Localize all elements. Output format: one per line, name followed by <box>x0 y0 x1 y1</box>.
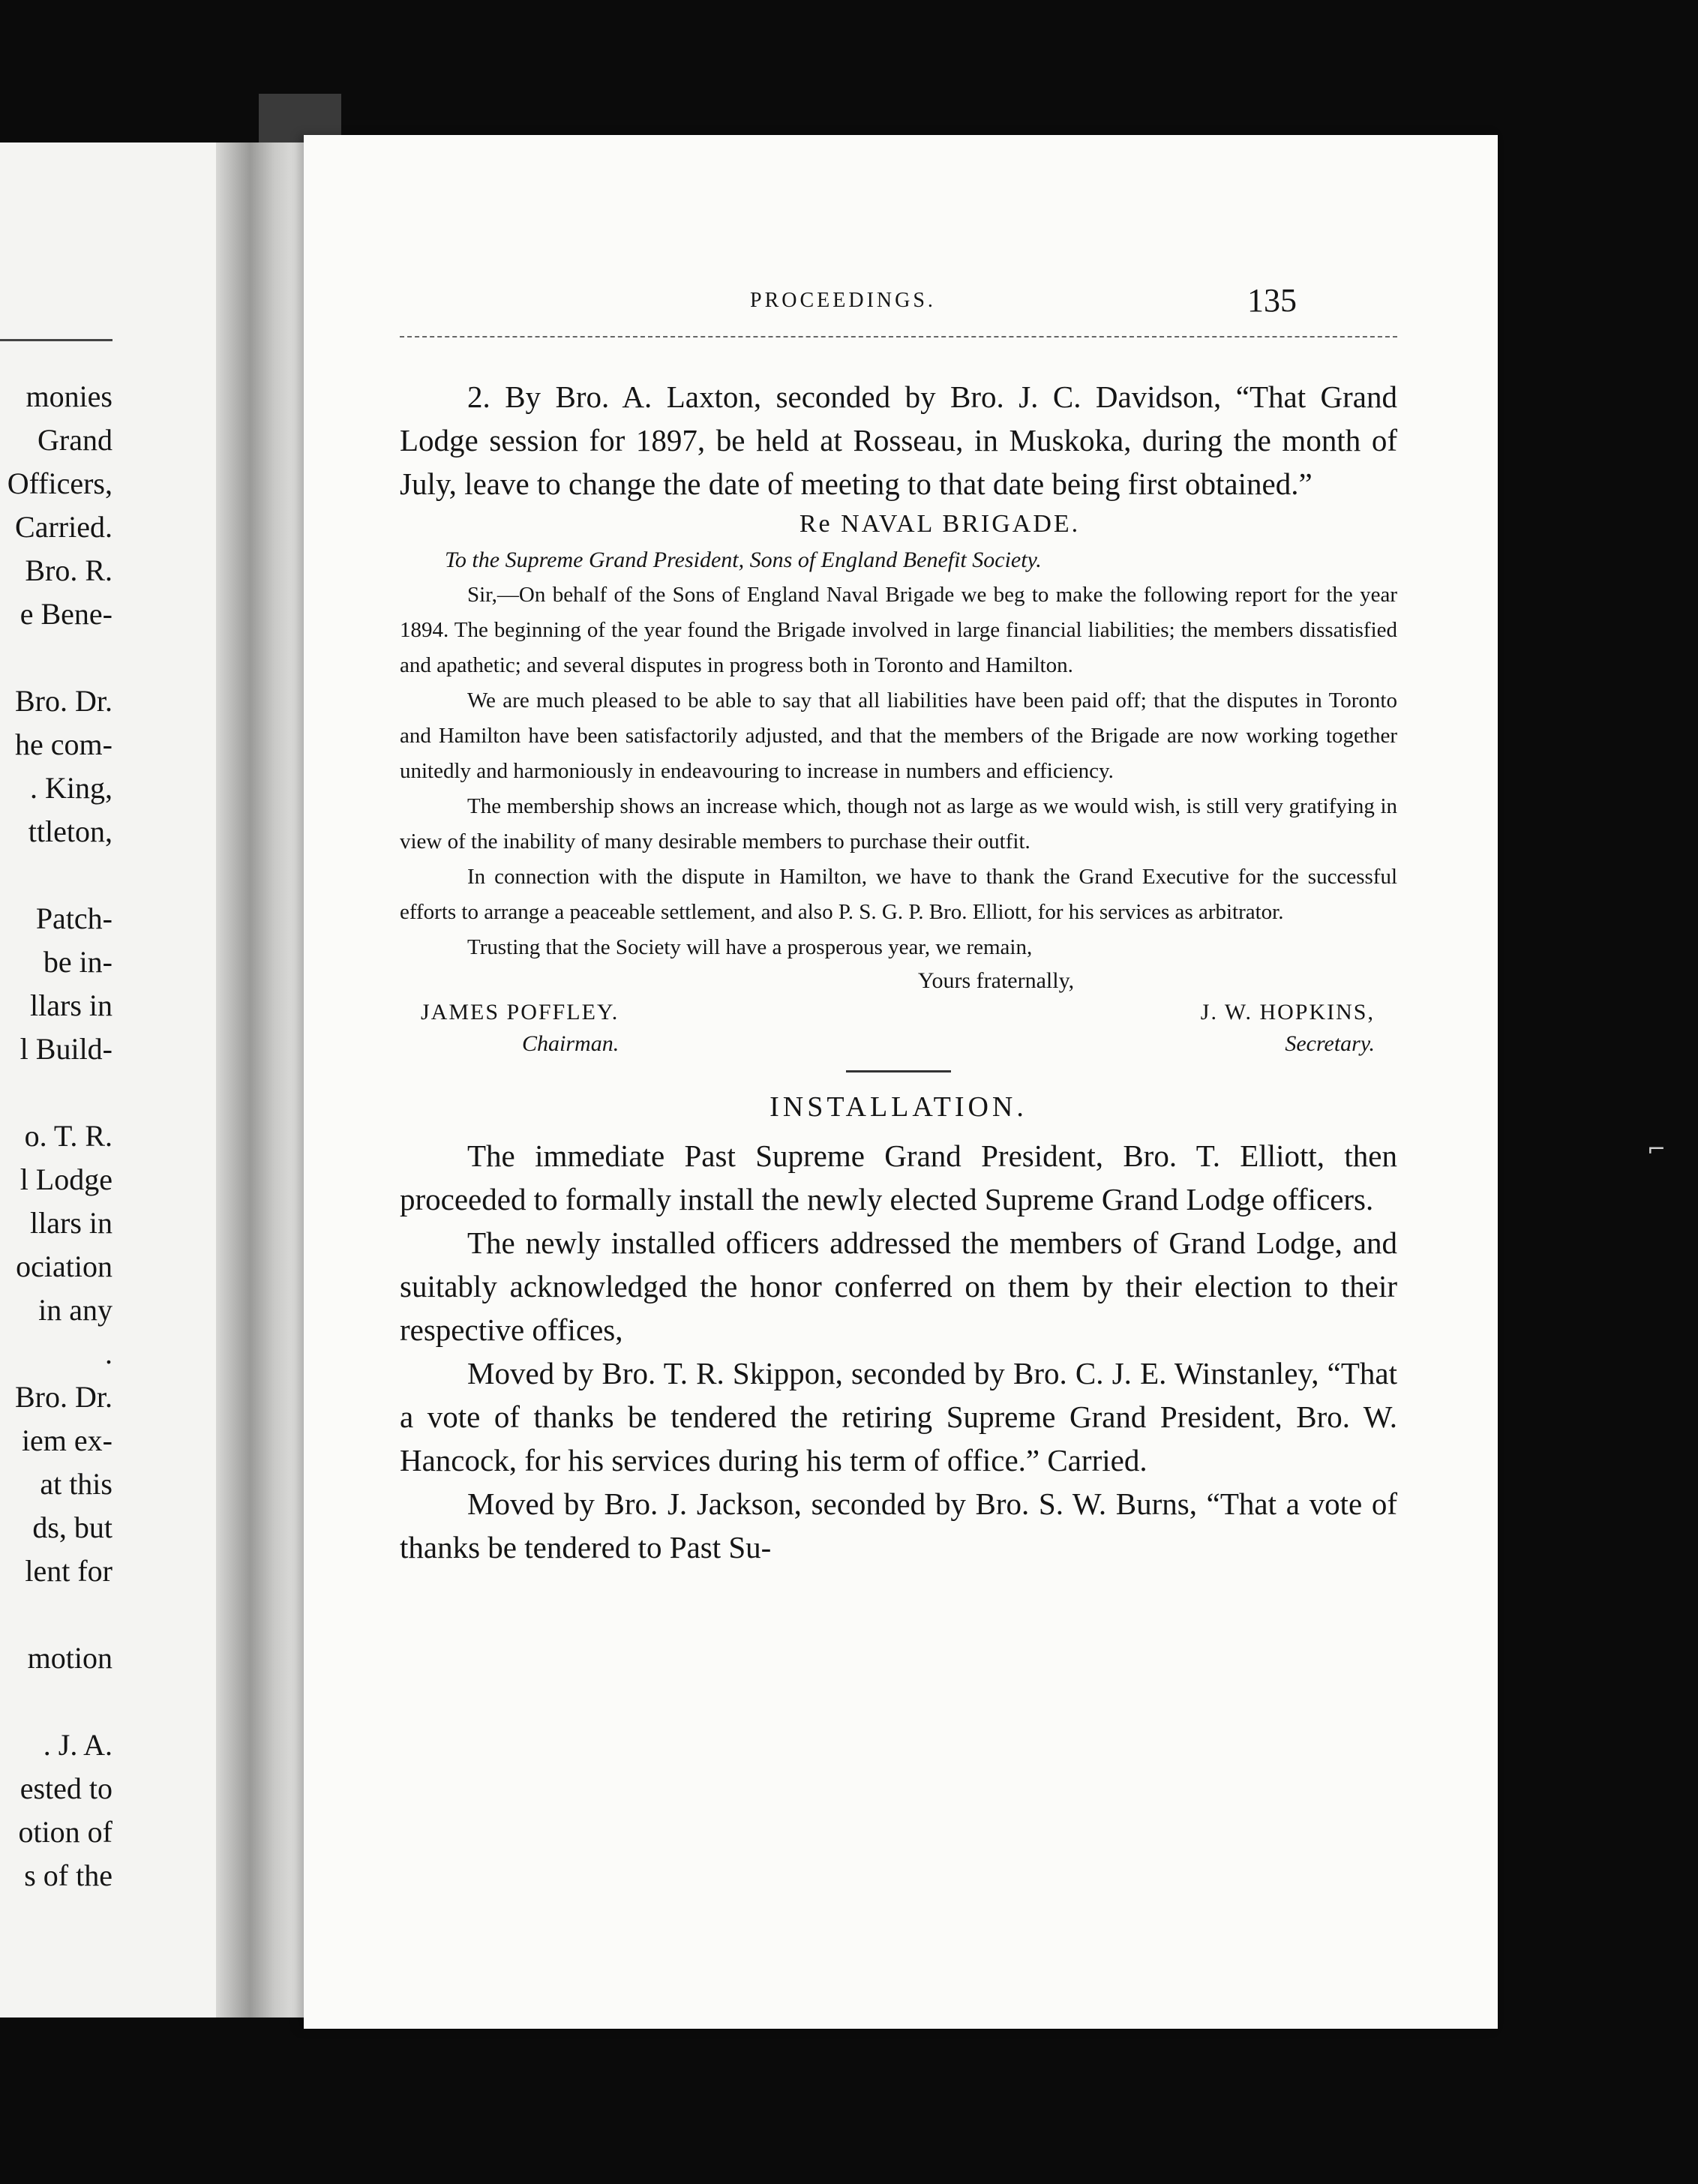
left-line: s of the <box>24 1858 112 1892</box>
scan-artifact-mark: ⌐ <box>1647 1136 1666 1162</box>
left-line: Bro. Dr. <box>15 684 112 718</box>
left-line: e Bene- <box>20 597 112 631</box>
left-line: llars in <box>30 988 112 1022</box>
signatory-right <box>1201 997 1375 1060</box>
left-line: Patch- <box>35 902 112 935</box>
left-line: . King, <box>30 771 112 805</box>
running-head <box>304 281 1498 326</box>
left-line: o. T. R. <box>24 1119 112 1153</box>
report-paragraph: We are much pleased to be able to say that all liabilities have been paid off; that the disputes in Toronto and Hamilton have been satisfactorily adjusted, and that the members of the Brigade are now working together unitedly and harmoniously in endeavouring to increase in numbers and efficiency. <box>400 688 1397 783</box>
left-line: in any <box>38 1293 112 1327</box>
left-line: ttleton, <box>28 814 112 848</box>
installation-heading: INSTALLATION. <box>770 1091 1028 1123</box>
left-line: lent for <box>25 1554 112 1588</box>
signatures <box>400 997 1397 1060</box>
installation-paragraph: Moved by Bro. T. R. Skippon, seconded by Bro. C. J. E. Winstanley, “That a vote of thanks be tendered the retiring Supreme Grand President, Bro. W. Hancock, for his services during his term of office.” Carried. <box>400 1356 1397 1478</box>
left-line: ociation <box>16 1250 112 1283</box>
page-number: 135 <box>1247 282 1297 319</box>
left-line: otion of <box>18 1815 112 1849</box>
left-line: be in- <box>43 945 112 979</box>
left-line: l Lodge <box>20 1162 112 1196</box>
left-page-fragment <box>0 142 225 2018</box>
installation-paragraph: Moved by Bro. J. Jackson, seconded by Bro. S. W. Burns, “That a vote of thanks be tendered to Past Su- <box>400 1486 1397 1564</box>
signatory-name: JAMES POFFLEY. <box>421 1000 620 1024</box>
report-paragraph: Sir,—On behalf of the Sons of England Naval Brigade we beg to make the following report for the year 1894. The beginning of the year found the Brigade involved in large financial liabilities; the members dissatisfied and apathetic; and several disputes in progress both in Toronto and Hamilton. <box>400 583 1397 677</box>
page-body <box>400 375 1397 1569</box>
left-line: Officers, <box>7 466 112 500</box>
left-line: Carried. <box>15 510 112 544</box>
naval-address: To the Supreme Grand President, Sons of England Benefit Society. <box>445 548 1042 572</box>
left-line <box>8 1680 112 1724</box>
motion-paragraph: 2. By Bro. A. Laxton, seconded by Bro. J. C. Davidson, “That Grand Lodge session for 1897, be held at Rosseau, in Muskoka, during the month of July, leave to change the date of meeting to that date being first obtained.” <box>400 380 1397 501</box>
naval-brigade-heading: Re NAVAL BRIGADE. <box>799 510 1081 538</box>
report-paragraph: In connection with the dispute in Hamilton, we have to thank the Grand Executive for the successful efforts to arrange a peaceable settlement, and also P. S. G. P. Bro. Elliott, for his services as arbitrator. <box>400 865 1397 924</box>
left-line <box>8 854 112 897</box>
header-rule <box>400 336 1397 338</box>
left-line: . J. A. <box>43 1728 112 1762</box>
left-line: at this <box>40 1467 112 1501</box>
signatory-name: J. W. HOPKINS, <box>1200 1000 1375 1024</box>
left-line: Bro. Dr. <box>15 1380 112 1414</box>
installation-paragraph: The immediate Past Supreme Grand President, Bro. T. Elliott, then proceeded to formally install the newly elected Supreme Grand Lodge officers. <box>400 1138 1397 1216</box>
left-line <box>8 1071 112 1114</box>
book-gutter <box>216 142 314 2018</box>
left-line: ested to <box>20 1772 112 1805</box>
left-line: he com- <box>15 728 112 761</box>
signatory-left <box>421 997 619 1060</box>
closing-salutation: Yours fraternally, <box>917 968 1075 993</box>
left-line <box>8 1593 112 1636</box>
left-page-lines <box>8 375 112 1898</box>
left-line: motion <box>27 1641 112 1675</box>
section-divider <box>846 1070 951 1072</box>
signatory-role: Secretary. <box>1285 1031 1375 1056</box>
left-line: llars in <box>30 1206 112 1240</box>
running-title: PROCEEDINGS. <box>750 289 936 312</box>
signatory-role: Chairman. <box>522 1031 620 1056</box>
left-line: Grand <box>38 423 112 457</box>
left-line: iem ex- <box>21 1424 112 1457</box>
left-line: l Build- <box>20 1032 112 1066</box>
left-line <box>8 636 112 680</box>
report-paragraph: Trusting that the Society will have a prosperous year, we remain, <box>467 935 1033 959</box>
report-paragraph: The membership shows an increase which, though not as large as we would wish, is still very gratifying in view of the inability of many desirable members to purchase their outfit. <box>400 794 1397 854</box>
left-line: Bro. R. <box>25 554 112 587</box>
page-135 <box>304 135 1498 2029</box>
installation-paragraph: The newly installed officers addressed the members of Grand Lodge, and suitably acknowledged the honor conferred on them by their election to their respective offices, <box>400 1226 1397 1347</box>
left-line: monies <box>26 380 112 413</box>
left-line: ds, but <box>32 1510 112 1544</box>
left-line: . <box>105 1336 112 1370</box>
left-page-rule <box>0 339 112 341</box>
